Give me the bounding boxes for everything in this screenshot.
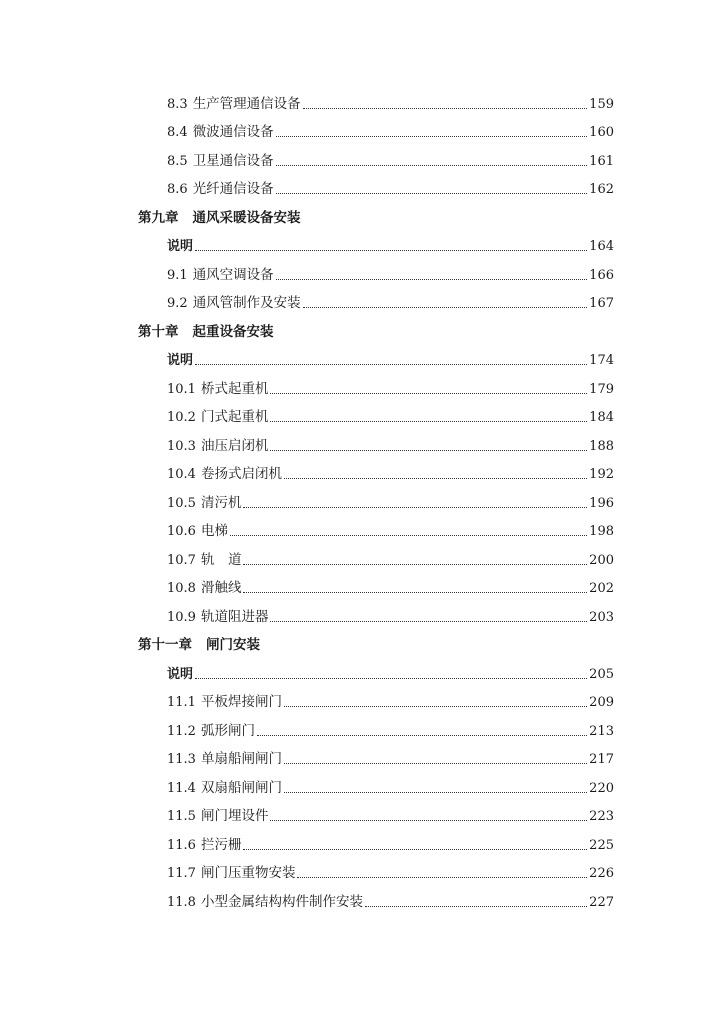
toc-entry-number: 10.6 — [167, 524, 196, 539]
toc-entry-title: 单扇船闸闸门 — [200, 751, 282, 767]
toc-entry-number: 11.2 — [167, 723, 196, 739]
toc-entry-title: 电梯 — [200, 523, 228, 539]
toc-entry-title: 说明 — [167, 239, 194, 254]
dot-leader — [270, 820, 587, 821]
toc-entry-notes[interactable] — [0, 345, 614, 374]
toc-entry-number: 11.8 — [167, 894, 196, 910]
toc-entry-page: 203 — [589, 609, 614, 625]
chapter-number: 第十章 — [138, 323, 179, 340]
toc-entry-page: 226 — [589, 866, 614, 881]
toc-entry-page: 202 — [589, 581, 614, 596]
toc-entry-title: 闸门压重物安装 — [200, 865, 296, 881]
toc-entry-title: 轨道阻进器 — [200, 608, 269, 625]
toc-entry[interactable] — [0, 772, 614, 801]
toc-entry-page: 223 — [589, 809, 614, 824]
toc-entry-number: 11.5 — [167, 809, 196, 824]
toc-entry-number: 8.4 — [167, 125, 188, 140]
toc-entry-title: 双扇船闸闸门 — [200, 779, 282, 796]
toc-entry[interactable] — [0, 516, 614, 545]
toc-entry-page: 160 — [589, 125, 614, 140]
toc-entry-title: 通风空调设备 — [192, 266, 274, 283]
toc-entry-title: 拦污栅 — [200, 836, 242, 853]
toc-entry-page: 225 — [589, 837, 614, 853]
dot-leader — [276, 136, 587, 137]
toc-chapter-heading[interactable] — [0, 630, 724, 659]
toc-entry-title: 平板焊接闸门 — [200, 694, 282, 710]
toc-entry-number: 9.2 — [167, 296, 188, 311]
dot-leader — [243, 564, 587, 565]
toc-entry-number: 11.1 — [167, 695, 196, 710]
chapter-title: 闸门安装 — [206, 637, 260, 653]
toc-entry-page: 227 — [589, 894, 614, 910]
dot-leader — [303, 108, 587, 109]
toc-entry-title: 卫星通信设备 — [192, 152, 274, 169]
toc-entry-page: 184 — [589, 410, 614, 425]
chapter-number: 第十一章 — [138, 637, 192, 653]
toc-entry[interactable] — [0, 402, 614, 431]
toc-entry-page: 213 — [589, 723, 614, 739]
toc-entry-number: 10.7 — [167, 552, 196, 568]
toc-entry-number: 10.9 — [167, 609, 196, 625]
chapter-title: 起重设备安装 — [192, 323, 274, 340]
toc-entry-title: 轨 道 — [200, 551, 242, 568]
toc-entry-title: 桥式起重机 — [200, 380, 269, 397]
toc-entry-title: 通风管制作及安装 — [192, 295, 301, 311]
toc-entry-page: 200 — [589, 552, 614, 568]
toc-entry[interactable] — [0, 430, 614, 459]
toc-entry[interactable] — [0, 801, 614, 830]
toc-entry-page: 198 — [589, 524, 614, 539]
toc-entry-title: 微波通信设备 — [192, 124, 274, 140]
dot-leader — [270, 421, 587, 422]
toc-entry-title: 滑触线 — [200, 580, 242, 596]
toc-entry[interactable] — [0, 145, 614, 174]
toc-entry-number: 8.6 — [167, 182, 188, 197]
toc-entry-page: 217 — [589, 752, 614, 767]
toc-entry-title: 油压启闭机 — [200, 437, 269, 454]
toc-entry-page: 166 — [589, 267, 614, 283]
toc-entry-number: 11.4 — [167, 780, 196, 796]
table-of-contents — [0, 88, 724, 915]
toc-entry[interactable] — [0, 601, 614, 630]
dot-leader — [195, 678, 587, 679]
dot-leader — [276, 165, 587, 166]
dot-leader — [303, 307, 587, 308]
toc-entry-notes[interactable] — [0, 658, 614, 687]
toc-entry-title: 门式起重机 — [200, 409, 269, 425]
toc-entry-page: 209 — [589, 695, 614, 710]
toc-entry-page: 174 — [589, 353, 614, 368]
dot-leader — [195, 364, 587, 365]
toc-entry[interactable] — [0, 886, 614, 915]
toc-entry[interactable] — [0, 544, 614, 573]
toc-entry-page: 188 — [589, 438, 614, 454]
dot-leader — [270, 621, 587, 622]
dot-leader — [284, 792, 587, 793]
toc-entry-page: 196 — [589, 495, 614, 511]
dot-leader — [257, 735, 587, 736]
toc-entry[interactable] — [0, 373, 614, 402]
toc-entry-title: 小型金属结构构件制作安装 — [200, 893, 363, 910]
toc-entry-page: 159 — [589, 96, 614, 112]
toc-entry[interactable] — [0, 829, 614, 858]
toc-entry-title: 光纤通信设备 — [192, 181, 274, 197]
toc-entry-page: 161 — [589, 153, 614, 169]
toc-entry-number: 11.6 — [167, 837, 196, 853]
toc-entry-number: 11.7 — [167, 866, 196, 881]
toc-entry[interactable] — [0, 487, 614, 516]
dot-leader — [284, 478, 587, 479]
toc-entry-page: 162 — [589, 182, 614, 197]
toc-entry-number: 10.3 — [167, 438, 196, 454]
toc-entry-title: 说明 — [167, 666, 194, 682]
toc-entry-number: 10.8 — [167, 581, 196, 596]
toc-entry[interactable] — [0, 858, 614, 887]
dot-leader — [270, 450, 587, 451]
toc-entry-title: 说明 — [167, 353, 194, 368]
toc-entry[interactable] — [0, 687, 614, 716]
toc-entry-number: 9.1 — [167, 267, 188, 283]
toc-entry[interactable] — [0, 117, 614, 146]
dot-leader — [270, 393, 587, 394]
toc-entry-title: 弧形闸门 — [200, 722, 255, 739]
toc-entry[interactable] — [0, 573, 614, 602]
chapter-number: 第九章 — [138, 209, 179, 226]
dot-leader — [276, 279, 587, 280]
toc-entry-title: 清污机 — [200, 494, 242, 511]
toc-entry-number: 10.1 — [167, 381, 196, 397]
toc-entry-title: 闸门埋设件 — [200, 808, 269, 824]
dot-leader — [284, 763, 587, 764]
toc-entry-page: 167 — [589, 296, 614, 311]
toc-entry[interactable] — [0, 174, 614, 203]
toc-entry-page: 192 — [589, 467, 614, 482]
toc-entry-number: 11.3 — [167, 752, 196, 767]
toc-chapter-heading[interactable] — [0, 316, 724, 345]
toc-entry-page: 179 — [589, 381, 614, 397]
chapter-title: 通风采暖设备安装 — [192, 209, 301, 226]
toc-entry[interactable] — [0, 744, 614, 773]
toc-entry-number: 10.4 — [167, 467, 196, 482]
dot-leader — [297, 877, 587, 878]
toc-entry-notes[interactable] — [0, 231, 614, 260]
toc-entry-number: 8.3 — [167, 96, 188, 112]
dot-leader — [243, 507, 587, 508]
dot-leader — [195, 250, 587, 251]
toc-chapter-heading[interactable] — [0, 202, 724, 231]
toc-entry[interactable] — [0, 288, 614, 317]
dot-leader — [284, 706, 587, 707]
toc-entry[interactable] — [0, 715, 614, 744]
toc-entry-title: 卷扬式启闭机 — [200, 466, 282, 482]
dot-leader — [243, 849, 587, 850]
toc-entry-number: 10.5 — [167, 495, 196, 511]
dot-leader — [243, 592, 587, 593]
dot-leader — [276, 193, 587, 194]
toc-entry[interactable] — [0, 88, 614, 117]
dot-leader — [365, 906, 587, 907]
toc-entry-number: 10.2 — [167, 410, 196, 425]
toc-entry-page: 220 — [589, 780, 614, 796]
toc-entry-page: 205 — [589, 666, 614, 682]
toc-entry[interactable] — [0, 459, 614, 488]
toc-entry-number: 8.5 — [167, 153, 188, 169]
toc-entry-page: 164 — [589, 239, 614, 254]
dot-leader — [230, 535, 587, 536]
toc-entry-title: 生产管理通信设备 — [192, 95, 301, 112]
toc-entry[interactable] — [0, 259, 614, 288]
